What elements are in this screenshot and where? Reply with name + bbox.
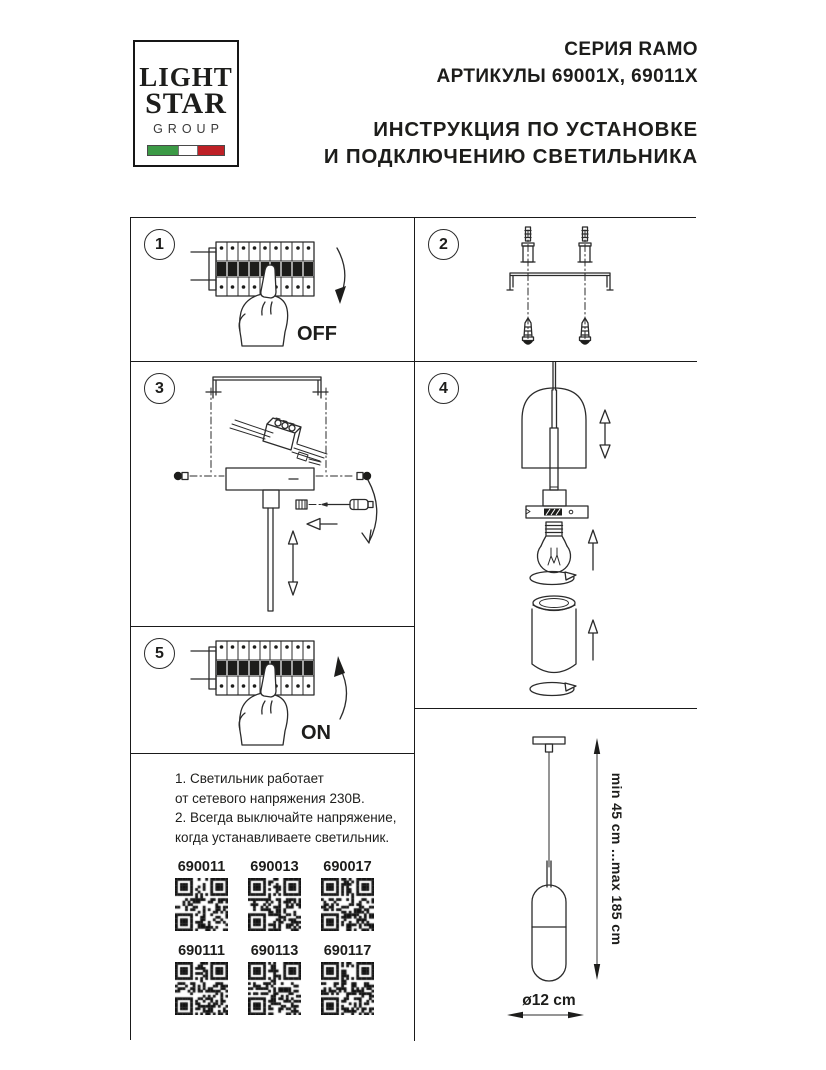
step-number-badge: 4: [428, 373, 459, 404]
diameter-dimension-label: ø12 cm: [522, 992, 576, 1009]
off-label: OFF: [297, 323, 337, 345]
mounting-bracket-icon: [507, 273, 613, 290]
step-number-badge: 2: [428, 229, 459, 260]
side-screw-icon: [174, 472, 224, 480]
step-number-badge: 5: [144, 638, 175, 669]
qr-code: [248, 878, 301, 931]
ceiling-bracket-icon: [206, 377, 328, 398]
logo-light: LIGHT: [139, 62, 233, 92]
pendant-lamp-icon: [532, 737, 566, 981]
light-bulb-icon: [538, 522, 571, 573]
flag-white-segment: [178, 146, 198, 155]
rotate-arrow-icon: [362, 480, 377, 543]
articles-title: АРТИКУЛЫ 69001X, 69011X: [436, 66, 698, 87]
qr-article-label: 690017: [323, 859, 372, 875]
step-1-panel: [131, 218, 414, 361]
flag-green-segment: [148, 146, 178, 155]
qr-article-label: 690113: [250, 943, 299, 959]
step-number-badge: 1: [144, 229, 175, 260]
flag-red-segment: [198, 146, 224, 155]
lamp-dimensions-diagram: [415, 709, 696, 1040]
exploded-lamp-diagram: [415, 362, 696, 707]
note-line: 2. Всегда выключайте напряжение,: [175, 810, 397, 825]
screwdriver-icon: [296, 500, 373, 510]
qr-article-label: 690013: [250, 859, 299, 875]
qr-grid: [175, 859, 414, 1015]
logo-star: STAR: [145, 87, 227, 120]
on-label: ON: [301, 722, 331, 744]
step-2-panel: [414, 218, 697, 361]
header-titles: [324, 36, 698, 170]
socket-bracket-icon: [526, 487, 588, 518]
canopy-icon: [226, 468, 314, 490]
instruction-title-line2: И ПОДКЛЮЧЕНИЮ СВЕТИЛЬНИКА: [323, 145, 698, 168]
qr-code: [248, 962, 301, 1015]
step-5-panel: [131, 626, 414, 753]
notes-panel: [131, 753, 414, 1041]
logo-group: GROUP: [153, 122, 224, 136]
bracket-assembly-diagram: [131, 362, 412, 625]
qr-article-label: 690011: [177, 859, 226, 875]
side-screw-icon: [316, 472, 371, 480]
curved-arrow-up-icon: [340, 668, 347, 719]
step-4-panel: [414, 361, 697, 708]
italy-flag: [147, 145, 225, 156]
suspension-rod-icon: [268, 508, 273, 611]
note-line: от сетевого напряжения 230В.: [175, 790, 365, 806]
qr-code: [175, 878, 228, 931]
lamp-dimensions-panel: [414, 708, 697, 1041]
note-line: 1. Светильник работает: [175, 771, 324, 786]
series-title: СЕРИЯ RAMO: [564, 39, 698, 60]
height-dimension-label: min 45 cm ...max 185 cm: [609, 772, 625, 946]
glass-cylinder-icon: [532, 596, 576, 673]
height-dimension-arrow: [594, 738, 600, 980]
step-3-panel: [131, 361, 414, 626]
qr-code: [175, 962, 228, 1015]
step-number-badge: 3: [144, 373, 175, 404]
qr-code: [321, 962, 374, 1015]
brand-logo: [133, 40, 239, 167]
note-line: когда устанавливаете светильник.: [175, 829, 390, 845]
qr-article-label: 690117: [323, 943, 372, 959]
qr-code: [321, 878, 374, 931]
instruction-title-line1: ИНСТРУКЦИЯ ПО УСТАНОВКЕ: [373, 118, 698, 141]
qr-article-label: 690111: [178, 943, 225, 959]
terminal-block-icon: [230, 418, 327, 465]
diameter-dimension-arrow: [507, 1012, 584, 1018]
instruction-grid: [130, 217, 696, 1040]
